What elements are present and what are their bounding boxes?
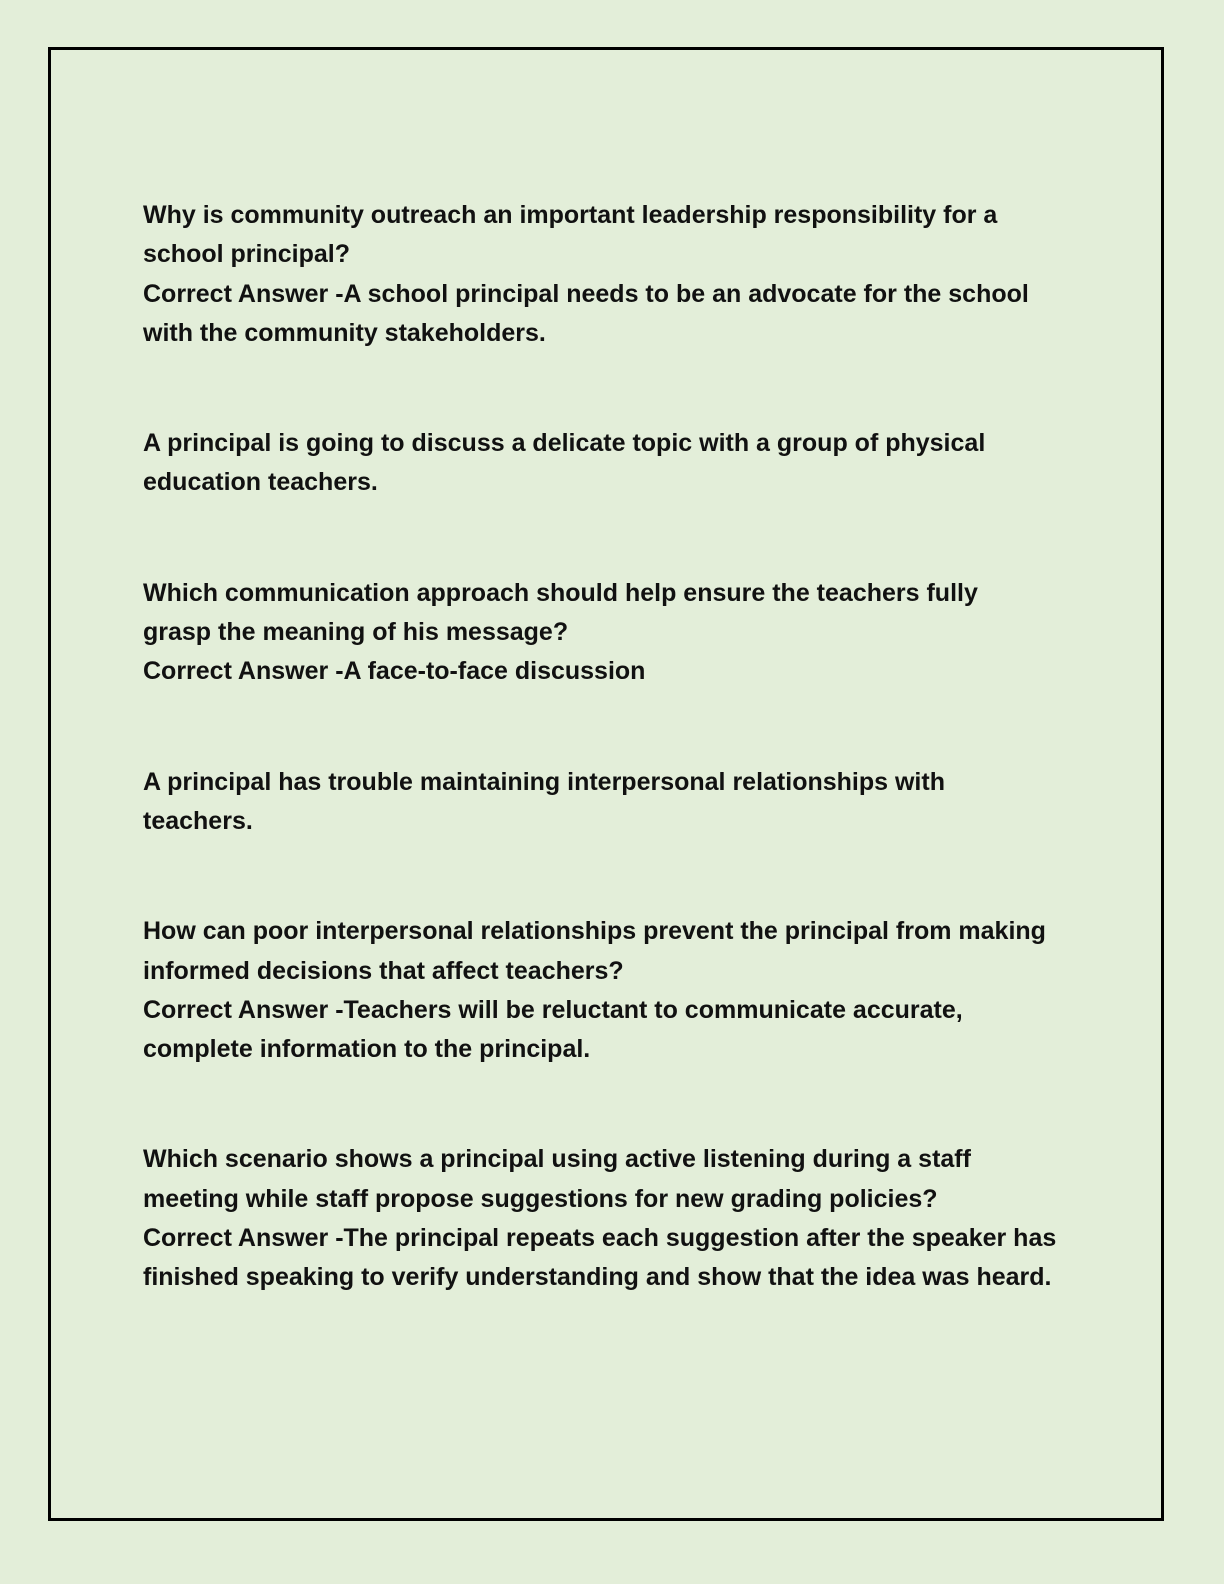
scenario-delicate-topic <box>143 424 1083 503</box>
text-line: school principal? <box>143 240 350 269</box>
question-poor-relationships <box>143 912 1083 1069</box>
answer-line: complete information to the principal. <box>143 1035 591 1064</box>
answer-line: finished speaking to verify understanding and show that the idea was heard. <box>143 1263 1052 1292</box>
answer-line: Correct Answer -The principal repeats each suggestion after the speaker has <box>143 1224 1057 1253</box>
text-line: education teachers. <box>143 468 378 497</box>
text-line: How can poor interpersonal relationships prevent the principal from making <box>143 917 1046 946</box>
text-line: informed decisions that affect teachers? <box>143 956 624 985</box>
answer-line: Correct Answer -A school principal needs to be an advocate for the school <box>143 279 1029 308</box>
document-body <box>143 196 1083 1298</box>
text-line: Which communication approach should help ensure the teachers fully <box>143 578 978 607</box>
text-line: grasp the meaning of his message? <box>143 618 569 647</box>
text-line: meeting while staff propose suggestions for new grading policies? <box>143 1184 938 1213</box>
answer-line: with the community stakeholders. <box>143 318 546 347</box>
scenario-interpersonal-relationships <box>143 763 1083 842</box>
text-line: Which scenario shows a principal using active listening during a staff <box>143 1145 971 1174</box>
question-active-listening <box>143 1140 1083 1297</box>
question-community-outreach <box>143 196 1083 353</box>
question-communication-approach <box>143 574 1083 692</box>
text-line: A principal is going to discuss a delicate topic with a group of physical <box>143 429 986 458</box>
answer-line: Correct Answer -Teachers will be reluctant to communicate accurate, <box>143 995 963 1024</box>
text-line: teachers. <box>143 806 253 835</box>
answer-line: Correct Answer -A face-to-face discussion <box>143 657 646 686</box>
text-line: Why is community outreach an important leadership responsibility for a <box>143 201 998 229</box>
text-line: A principal has trouble maintaining interpersonal relationships with <box>143 767 945 796</box>
